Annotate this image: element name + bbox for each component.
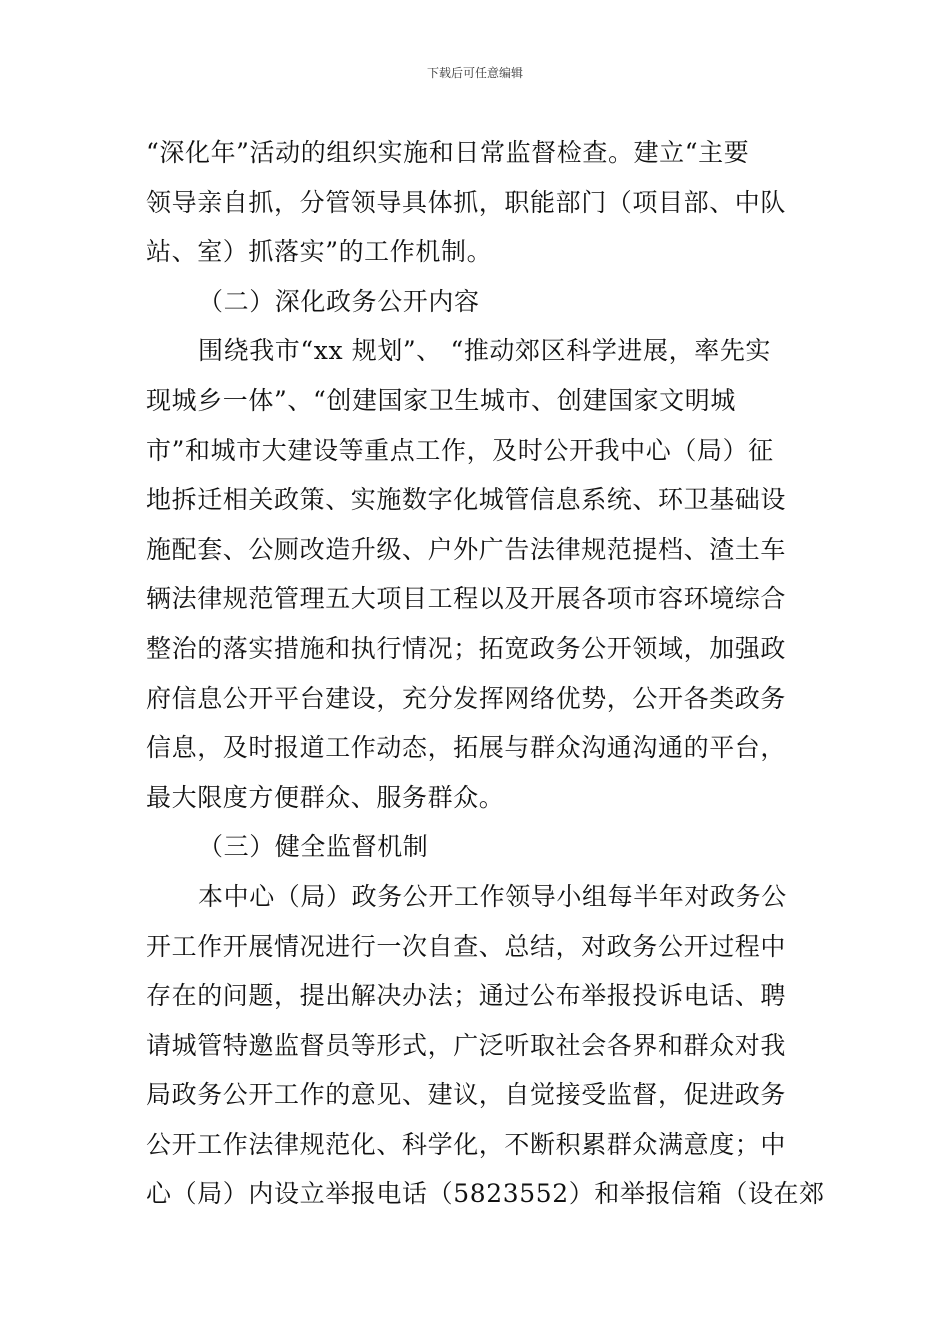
text-line: 信息，及时报道工作动态，拓展与群众沟通沟通的平台， <box>146 733 787 763</box>
page-header: 下载后可任意编辑 <box>426 66 523 80</box>
section-heading: （二）深化政务公开内容 <box>198 286 480 316</box>
text-line: 领导亲自抓，分管领导具体抓，职能部门（项目部、中队 <box>146 187 787 217</box>
text-line: 最大限度方便群众、服务群众。 <box>146 782 505 812</box>
text-line: 站、室）抓落实”的工作机制。 <box>146 237 493 267</box>
section-heading: （三）健全监督机制 <box>198 832 429 862</box>
text-line: 局政务公开工作的意见、建议，自觉接受监督，促进政务 <box>146 1080 787 1110</box>
text-line: 整治的落实措施和执行情况；拓宽政务公开领域，加强政 <box>146 633 787 663</box>
text-line: 公开工作法律规范化、科学化，不断积累群众满意度；中 <box>146 1129 787 1159</box>
text-line: 开工作开展情况进行一次自查、总结，对政务公开过程中 <box>146 931 787 961</box>
text-line: 府信息公开平台建设，充分发挥网络优势，公开各类政务 <box>146 683 787 713</box>
text-line: “深化年”活动的组织实施和日常监督检查。建立“主要 <box>146 138 750 167</box>
text-line: 本中心（局）政务公开工作领导小组每半年对政务公 <box>198 881 787 911</box>
text-line: 存在的问题，提出解决办法；通过公布举报投诉电话、聘 <box>146 981 787 1011</box>
document-body <box>146 128 825 1219</box>
text-line: 现城乡一体”、“创建国家卫生城市、创建国家文明城 <box>146 385 736 415</box>
text-line: 心（局）内设立举报电话（5823552）和举报信箱（设在郊 <box>146 1179 825 1209</box>
text-line: 围绕我市“xx 规划”、 “推动郊区科学进展，率先实 <box>198 336 772 366</box>
text-line: 施配套、公厕改造升级、户外广告法律规范提档、渣土车 <box>146 534 787 564</box>
text-line: 市”和城市大建设等重点工作，及时公开我中心（局）征 <box>146 435 774 465</box>
text-line: 辆法律规范管理五大项目工程以及开展各项市容环境综合 <box>146 584 787 614</box>
text-line: 请城管特邀监督员等形式，广泛听取社会各界和群众对我 <box>146 1030 787 1060</box>
text-line: 地拆迁相关政策、实施数字化城管信息系统、环卫基础设 <box>146 485 787 515</box>
